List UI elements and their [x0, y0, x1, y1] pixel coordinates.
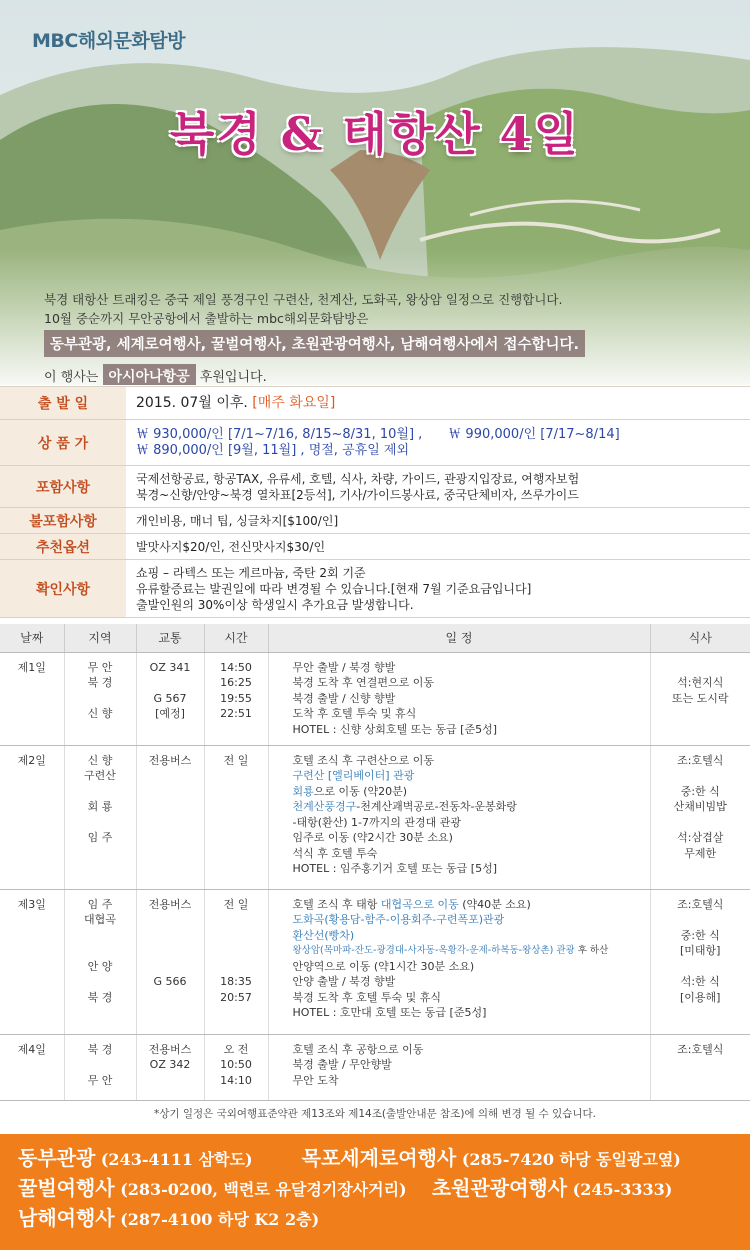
region: 무 안 [87, 1073, 113, 1087]
schedule-item: 호텔 조식 후 공항으로 이동 [292, 1042, 424, 1056]
product-info-table [0, 386, 750, 618]
col-header-time: 시간 [204, 624, 268, 652]
transport: G 567 [153, 691, 187, 705]
place-name: 천계산풍경구 [292, 800, 357, 813]
agencies-band: 동부관광, 세계로여행사, 꿀벌여행사, 초원관광여행사, 남해여행사에서 접수합니다. [44, 330, 585, 357]
time: 전 일 [223, 897, 249, 911]
col-header-day: 날짜 [0, 624, 64, 652]
agency-name: 남해여행사 [18, 1206, 115, 1230]
excluded-value: 개인비용, 매너 팁, 싱글차지[$100/인] [136, 513, 339, 528]
footer-line-2 [18, 1174, 736, 1204]
region: 회 룡 [87, 800, 113, 813]
sponsor-prefix: 이 행사는 [44, 370, 99, 385]
time: 16:25 [220, 676, 252, 689]
transport-cell [136, 1034, 204, 1100]
notes-line-1: 쇼핑 – 라텍스 또는 게르마늄, 죽탄 2회 기준 [136, 565, 366, 580]
agency-name: 동부관광 [18, 1146, 96, 1170]
transport: OZ 342 [149, 1058, 191, 1071]
info-row-notes [0, 560, 750, 618]
schedule-item: -태항(환산) 1-7까지의 관경대 관광 [292, 815, 462, 829]
schedule-item: 안양역으로 이동 (약1시간 30분 소요) [292, 959, 475, 973]
schedule-text: (약40분 소요) [458, 897, 531, 911]
meal: 또는 도시락 [671, 691, 729, 705]
region: 북 경 [87, 1042, 113, 1056]
place-name: 왕상암(목마파-잔도-광경대-사자동-옥황각-운제-하복동-왕상촌) 관광 [292, 945, 575, 956]
schedule-item [293, 897, 646, 913]
transport: [예정] [155, 707, 185, 720]
schedule-text: 후 하산 [574, 945, 609, 956]
col-header-region: 지역 [64, 624, 136, 652]
region: 신 향 [87, 707, 113, 720]
transport-cell [136, 652, 204, 745]
agency-contact: (287-4100 하당 K2 2층) [120, 1210, 320, 1229]
included-line-1: 국제선항공료, 항공TAX, 유류세, 호텔, 식사, 차량, 가이드, 관광지입장료, 여행자보험 [136, 471, 580, 486]
transport: OZ 341 [149, 660, 191, 674]
schedule-change-note: *상기 일정은 국외여행표준약관 제13조와 제14조(출발안내문 참조)에 의해 변경 될 수 있습니다. [153, 1108, 597, 1120]
time: 오 전 [223, 1042, 249, 1056]
schedule-item: 구련산 [엘리베이터] 관광 [292, 769, 415, 782]
region-cell [64, 745, 136, 889]
itinerary-row-day3 [0, 889, 750, 1034]
info-label: 출 발 일 [0, 387, 126, 419]
page-title: 북경 & 태항산 4일 [169, 107, 581, 161]
schedule-item: 북경 도착 후 연결편으로 이동 [292, 676, 434, 689]
intro-line-1: 북경 태항산 트래킹은 중국 제일 풍경구인 구련산, 천계산, 도화곡, 왕상암 일정으로 진행합니다. [44, 292, 563, 307]
hero-banner [0, 0, 750, 385]
region-cell [64, 652, 136, 745]
included-line-2: 북경~신향/안양~북경 열차표[2등석], 기사/가이드봉사료, 중국단체비자, 쓰루가이드 [136, 487, 579, 502]
schedule-item: 무안 출발 / 북경 향발 [292, 660, 396, 674]
info-value [126, 534, 750, 559]
itinerary-table [0, 624, 750, 1101]
agency-contact: (243-4111 삼학도) [100, 1150, 253, 1169]
day-cell: 제3일 [0, 889, 64, 1034]
region: 신 향 [87, 753, 113, 767]
meal: 조:호텔식 [677, 1042, 724, 1056]
time: 20:57 [220, 990, 252, 1004]
schedule-item: 북경 출발 / 무안향발 [292, 1058, 392, 1071]
col-header-transport: 교통 [136, 624, 204, 652]
region: 구련산 [84, 769, 116, 782]
region: 북 경 [87, 990, 113, 1004]
schedule-item: 호텔 조식 후 구련산으로 이동 [292, 753, 434, 767]
time-cell [204, 889, 268, 1034]
agency-name: 목포세계로여행사 [301, 1146, 457, 1170]
transport: 전용버스 [148, 753, 192, 767]
schedule-text: 호텔 조식 후 태항 [292, 897, 381, 911]
schedule-item: 무안 도착 [292, 1073, 339, 1087]
options-value: 발맛사지$20/인, 전신맛사지$30/인 [136, 539, 326, 554]
sponsor-line [44, 364, 724, 385]
info-label: 상 품 가 [0, 420, 126, 465]
info-label: 확인사항 [0, 560, 126, 617]
meal: [이용해] [680, 990, 721, 1004]
schedule-text: -천계산괘벽공로-전동차-운봉화랑 [356, 800, 517, 813]
departure-weekday: [매주 화요일] [252, 395, 336, 411]
region-cell [64, 1034, 136, 1100]
schedule-item [293, 943, 646, 959]
time: 14:10 [220, 1073, 252, 1087]
meal: 중:한 식 [680, 928, 720, 942]
agency-contact: (283-0200, 백련로 유달경기장사거리) [120, 1180, 407, 1199]
schedule-item [293, 799, 646, 815]
time: 14:50 [220, 660, 252, 674]
day-cell: 제2일 [0, 745, 64, 889]
itinerary-row-day1 [0, 652, 750, 745]
meal-cell [650, 652, 750, 745]
info-label: 추천옵션 [0, 534, 126, 559]
meal: 조:호텔식 [677, 753, 724, 767]
schedule-item: 임주로 이동 (약2시간 30분 소요) [292, 831, 453, 844]
time: 10:50 [220, 1058, 252, 1071]
schedule-cell [268, 745, 650, 889]
transport: 전용버스 [148, 897, 192, 911]
region: 임 주 [87, 831, 113, 844]
schedule-item: HOTEL : 호만대 호텔 또는 동급 [준5성] [292, 1006, 487, 1019]
info-value [126, 387, 750, 419]
col-header-meal: 식사 [650, 624, 750, 652]
transport-cell [136, 889, 204, 1034]
info-label: 포함사항 [0, 466, 126, 507]
transport-cell [136, 745, 204, 889]
price-line-1a: ￦ 930,000/인 [7/1~7/16, 8/15~8/31, 10월] , [136, 426, 423, 442]
info-value [126, 560, 750, 617]
sponsor-airline: 아시아나항공 [103, 364, 196, 385]
meal: 조:호텔식 [677, 897, 724, 911]
time-cell [204, 652, 268, 745]
schedule-item: 환산선(빵차) [292, 928, 355, 942]
schedule-item [293, 784, 646, 800]
schedule-item: 안양 출발 / 북경 향발 [292, 975, 396, 988]
info-row-price [0, 420, 750, 466]
itinerary-row-day2 [0, 745, 750, 889]
sponsor-suffix: 후원입니다. [199, 370, 267, 385]
agency-name: 꿀벌여행사 [18, 1176, 115, 1200]
time: 19:55 [220, 691, 252, 705]
day-cell: 제1일 [0, 652, 64, 745]
info-label: 불포함사항 [0, 508, 126, 533]
info-value [126, 420, 750, 465]
agency-footer [0, 1134, 750, 1250]
intro-text [44, 290, 724, 385]
meal: 산채비빔밥 [673, 800, 727, 813]
region: 임 주 [87, 897, 113, 911]
itinerary-row-day4 [0, 1034, 750, 1100]
agency-name: 초원관광여행사 [431, 1176, 568, 1200]
transport: 전용버스 [148, 1042, 192, 1056]
footer-line-1 [18, 1144, 736, 1174]
info-row-included [0, 466, 750, 508]
intro-line-2: 10월 중순까지 무안공항에서 출발하는 mbc해외문화탐방은 [44, 311, 369, 326]
region: 북 경 [87, 676, 113, 689]
schedule-item: HOTEL : 신향 상회호텔 또는 동급 [준5성] [292, 722, 498, 736]
info-row-options [0, 534, 750, 560]
schedule-item: 도화곡(황용담-함주-이용회주-구련폭포)관광 [292, 913, 505, 926]
meal-cell [650, 889, 750, 1034]
schedule-item: 북경 도착 후 호텔 투숙 및 휴식 [292, 990, 441, 1004]
col-header-schedule: 일 정 [268, 624, 650, 652]
schedule-cell [268, 652, 650, 745]
transport: G 566 [153, 975, 187, 988]
region: 안 양 [87, 959, 113, 973]
price-line-1b: ￦ 990,000/인 [7/17~8/14] [448, 426, 620, 442]
meal-cell [650, 745, 750, 889]
notes-line-2: 유류할증료는 발권일에 따라 변경될 수 있습니다.[현재 7월 기준요금입니다] [136, 581, 532, 596]
meal: 석:한 식 [680, 975, 720, 988]
time-cell [204, 745, 268, 889]
agency-contact: (245-3333) [572, 1180, 673, 1199]
notes-line-3: 출발인원의 30%이상 학생일시 추가요금 발생합니다. [136, 597, 414, 612]
meal: 무제한 [684, 846, 717, 860]
schedule-item: 도착 후 호텔 투숙 및 휴식 [292, 707, 417, 720]
meal: [미태항] [680, 944, 721, 957]
day-cell: 제4일 [0, 1034, 64, 1100]
time: 22:51 [220, 707, 252, 720]
region-cell [64, 889, 136, 1034]
time-cell [204, 1034, 268, 1100]
meal: 석:삼겹살 [677, 831, 724, 844]
time: 18:35 [220, 975, 252, 988]
place-name: 회룡 [292, 784, 314, 798]
meal: 석:현지식 [677, 676, 724, 689]
region: 무 안 [87, 660, 113, 674]
price-line-2: ￦ 890,000/인 [9월, 11월] , 명절, 공휴일 제외 [136, 442, 409, 458]
schedule-item: HOTEL : 임주홍기거 호텔 또는 동급 [5성] [292, 862, 498, 875]
time: 전 일 [223, 753, 249, 767]
info-row-departure [0, 386, 750, 420]
schedule-item: 북경 출발 / 신향 향발 [292, 691, 396, 705]
footer-line-3 [18, 1204, 736, 1234]
meal: 중:한 식 [680, 784, 720, 798]
schedule-text: 으로 이동 (약20분) [313, 784, 408, 798]
place-name: 대협곡으로 이동 [380, 897, 459, 911]
info-row-excluded [0, 508, 750, 534]
departure-date: 2015. 07월 이후. [136, 395, 248, 411]
brand-logo-text: MBC해외문화탐방 [32, 30, 185, 52]
agency-contact: (285-7420 하당 동일광고옆) [461, 1150, 681, 1169]
schedule-cell [268, 1034, 650, 1100]
itinerary-header-row [0, 624, 750, 652]
region: 대협곡 [84, 913, 116, 926]
schedule-cell [268, 889, 650, 1034]
info-value [126, 508, 750, 533]
schedule-item: 석식 후 호텔 투숙 [292, 846, 378, 860]
info-value [126, 466, 750, 507]
meal-cell [650, 1034, 750, 1100]
